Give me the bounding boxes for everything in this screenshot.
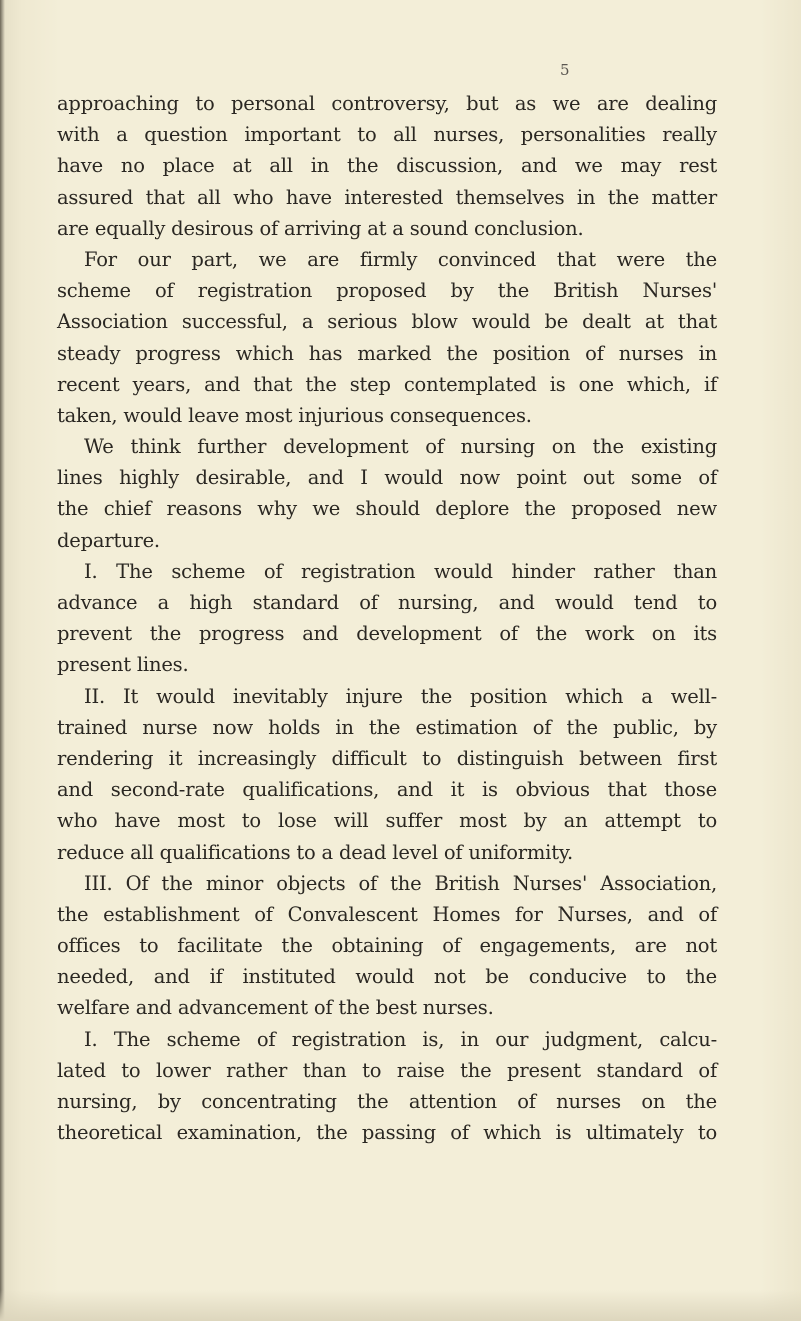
text-line: We think further development of nursing on the existing bbox=[84, 435, 717, 459]
text-line: present lines. bbox=[57, 653, 189, 677]
text-line: assured that all who have interested themselves in the matter bbox=[57, 185, 717, 209]
text-line: advance a high standard of nursing, and would tend to bbox=[57, 591, 717, 614]
text-line: reduce all qualifications to a dead level of uniformity. bbox=[57, 840, 574, 864]
text-line: with a question important to all nurses, personalities really bbox=[57, 123, 717, 147]
text-line: trained nurse now holds in the estimation of the public, by bbox=[57, 715, 717, 739]
text-line: who have most to lose will suffer most by an attempt to bbox=[57, 809, 717, 833]
body-text bbox=[57, 88, 717, 1148]
text-line: rendering it increasingly difficult to distinguish between first bbox=[57, 746, 717, 770]
text-line: lated to lower rather than to raise the present standard of bbox=[57, 1058, 717, 1082]
page-number: 5 bbox=[560, 61, 571, 79]
text-line: I. The scheme of registration is, in our judgment, calcu- bbox=[84, 1027, 717, 1051]
text-line: steady progress which has marked the position of nurses in bbox=[57, 341, 717, 365]
text-line: have no place at all in the discussion, and we may rest bbox=[57, 154, 717, 178]
text-line: are equally desirous of arriving at a sound conclusion. bbox=[57, 216, 584, 240]
text-line: scheme of registration proposed by the British Nurses' bbox=[57, 279, 717, 303]
text-line: welfare and advancement of the best nurses. bbox=[57, 996, 494, 1020]
text-line: the chief reasons why we should deplore the proposed new bbox=[57, 497, 717, 521]
text-line: II. It would inevitably injure the position which a well- bbox=[84, 684, 717, 708]
text-line: offices to facilitate the obtaining of engagements, are not bbox=[57, 934, 717, 958]
text-line: I. The scheme of registration would hinder rather than bbox=[84, 559, 717, 583]
text-line: theoretical examination, the passing of which is ultimately to bbox=[57, 1121, 717, 1145]
page-bottom-shadow bbox=[0, 1290, 801, 1321]
text-line: taken, would leave most injurious consequences. bbox=[57, 403, 532, 427]
text-line: III. Of the minor objects of the British Nurses' Association, bbox=[84, 871, 717, 895]
text-line: needed, and if instituted would not be conducive to the bbox=[57, 965, 717, 989]
binding-edge bbox=[0, 0, 5, 1321]
text-line: and second-rate qualifications, and it is obvious that those bbox=[57, 778, 717, 802]
text-line: prevent the progress and development of the work on its bbox=[57, 622, 717, 646]
text-line: nursing, by concentrating the attention of nurses on the bbox=[57, 1090, 717, 1113]
text-line: For our part, we are firmly convinced that were the bbox=[84, 247, 717, 271]
text-line: the establishment of Convalescent Homes for Nurses, and of bbox=[57, 902, 717, 926]
text-line: departure. bbox=[57, 528, 160, 552]
text-line: approaching to personal controversy, but as we are dealing bbox=[57, 92, 717, 115]
text-line: Association successful, a serious blow would be dealt at that bbox=[57, 310, 717, 334]
text-line: lines highly desirable, and I would now point out some of bbox=[57, 466, 717, 490]
text-line: recent years, and that the step contemplated is one which, if bbox=[57, 372, 717, 396]
